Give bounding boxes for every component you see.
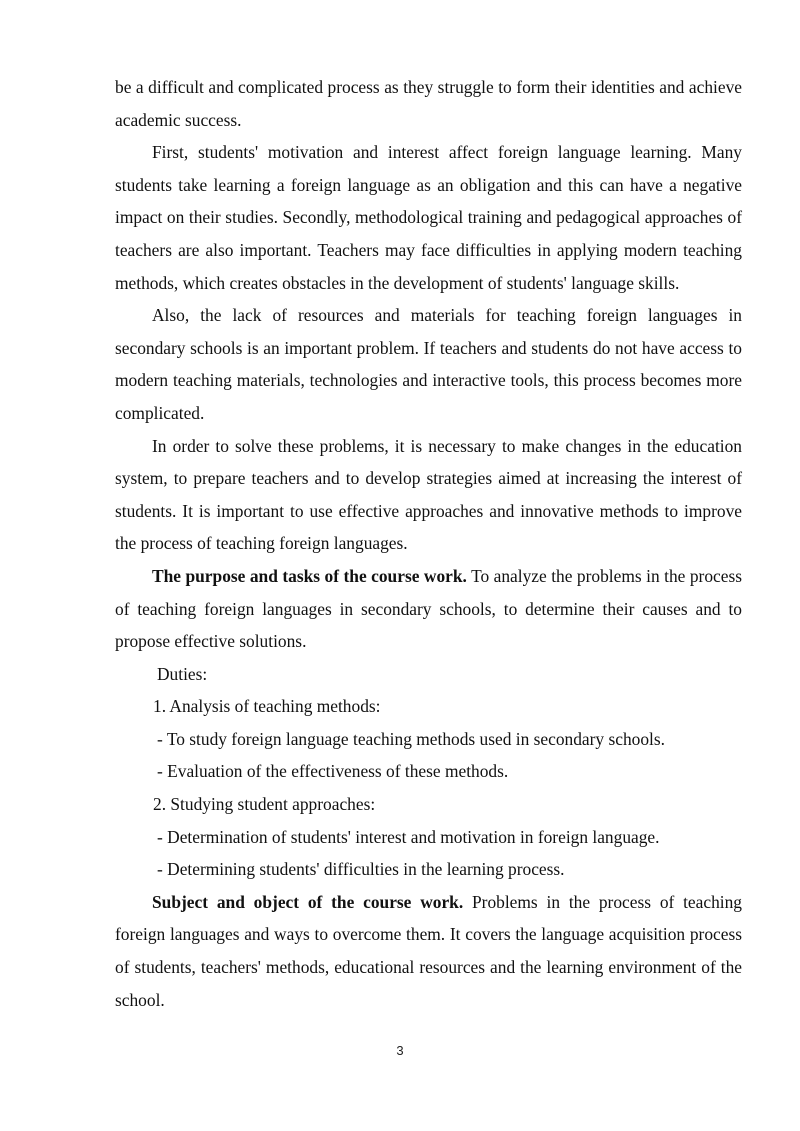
paragraph-solutions: In order to solve these problems, it is necessary to make changes in the education system, to prepare teachers and to develop strategies aimed at increasing the interest of students. It is important to use effective approaches and innovative methods to improve the process of teaching foreign languages. xyxy=(115,435,742,554)
list-subitem-study-methods: - To study foreign language teaching methods used in secondary schools. xyxy=(157,728,665,749)
list-subitem-evaluation: - Evaluation of the effectiveness of these methods. xyxy=(157,761,509,782)
subject-heading: Subject and object of the course work. xyxy=(152,891,464,912)
page-number: 3 xyxy=(396,1043,404,1058)
list-subitem-difficulties: - Determining students' difficulties in the learning process. xyxy=(157,859,565,880)
paragraph-subject xyxy=(115,886,742,1016)
paragraph-motivation: First, students' motivation and interest affect foreign language learning. Many students take learning a foreign language as an obligation and this can have a negative impact on their studies. Secondly, methodological training and pedagogical approaches of teachers are also important. Teachers may face difficulties in applying modern teaching methods, which creates obstacles in the development of students' language skills. xyxy=(115,142,742,293)
subject-text: Problems in the process of teaching foreign languages and ways to overcome them. It covers the language acquisition process of students, teachers' methods, educational resources and the learning environment of the school. xyxy=(115,891,743,1010)
paragraph-continuation: be a difficult and complicated process as they struggle to form their identities and achieve academic success. xyxy=(115,77,742,130)
list-item-analysis: 1. Analysis of teaching methods: xyxy=(153,696,381,717)
list-subitem-interest: - Determination of students' interest and motivation in foreign language. xyxy=(157,826,660,847)
purpose-text: To analyze the problems in the process of teaching foreign languages in secondary schools, to determine their causes and to propose effective solutions. xyxy=(115,565,742,652)
paragraph-resources: Also, the lack of resources and materials for teaching foreign languages in secondary schools is an important problem. If teachers and students do not have access to modern teaching materials, technologies and interactive tools, this process becomes more complicated. xyxy=(115,305,742,423)
list-item-student-approaches: 2. Studying student approaches: xyxy=(153,794,376,815)
duties-label: Duties: xyxy=(157,663,208,684)
purpose-heading: The purpose and tasks of the course work. xyxy=(152,565,467,586)
paragraph-purpose xyxy=(115,560,742,658)
body-text xyxy=(115,71,742,1016)
